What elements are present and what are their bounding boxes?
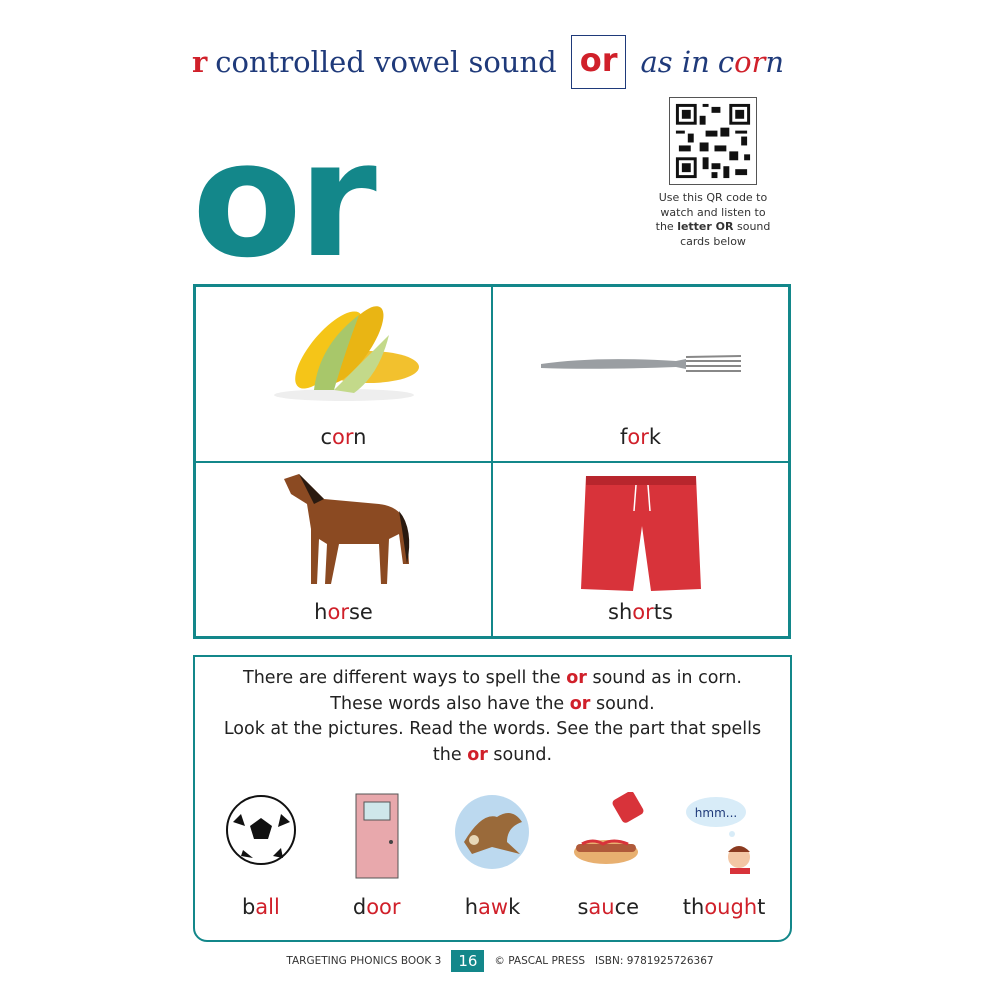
example-hawk: hawk: [437, 792, 547, 927]
card-shorts: [492, 462, 789, 638]
horse-icon: [269, 469, 419, 589]
book-title: TARGETING PHONICS BOOK 3: [286, 955, 442, 967]
alternative-spellings-box: [193, 655, 792, 942]
sound-cards-grid: [193, 284, 791, 639]
example-words: [195, 792, 790, 927]
qr-code-icon: [670, 98, 756, 184]
title-example: corn: [717, 45, 785, 79]
corn-icon: [259, 295, 429, 405]
sauce-hotdog-icon: [568, 792, 648, 872]
card-fork: [492, 286, 789, 462]
shorts-icon: [576, 471, 706, 596]
instructions: There are different ways to spell the or sound as in corn. These words also have the or sound. Look at the pictures. Read the words. See the part that spells the or sound.: [223, 668, 762, 765]
page-number: 16: [451, 950, 484, 972]
qr-caption: Use this QR code to watch and listen to the letter OR sound cards below: [655, 191, 771, 248]
example-door: door: [322, 792, 432, 927]
card-word: corn: [320, 424, 367, 449]
big-letters: or: [192, 106, 373, 293]
door-icon: [352, 792, 402, 880]
example-sauce: sauce: [553, 792, 663, 927]
page-title: [192, 33, 785, 91]
card-horse: [195, 462, 492, 638]
hawk-icon: [452, 792, 532, 872]
card-word: shorts: [608, 600, 673, 624]
soccer-ball-icon: [223, 792, 299, 868]
example-ball: ball: [206, 792, 316, 927]
card-word: fork: [619, 424, 662, 449]
card-corn: [195, 286, 492, 462]
title-text: controlled vowel sound: [215, 45, 557, 79]
isbn: ISBN: 9781925726367: [595, 955, 714, 967]
title-boxed-sound: or: [571, 35, 627, 89]
title-prefix: r: [192, 45, 208, 79]
card-word: horse: [314, 600, 373, 624]
thinking-boy-icon: [684, 792, 764, 874]
qr-code[interactable]: [669, 97, 757, 185]
publisher: © PASCAL PRESS: [494, 955, 586, 967]
svg-text:hmm...: hmm...: [694, 806, 738, 820]
page-footer: [0, 950, 1000, 972]
title-as-in: as in: [640, 45, 710, 79]
example-thought: hmm... thought: [669, 792, 779, 927]
fork-icon: [536, 342, 746, 382]
